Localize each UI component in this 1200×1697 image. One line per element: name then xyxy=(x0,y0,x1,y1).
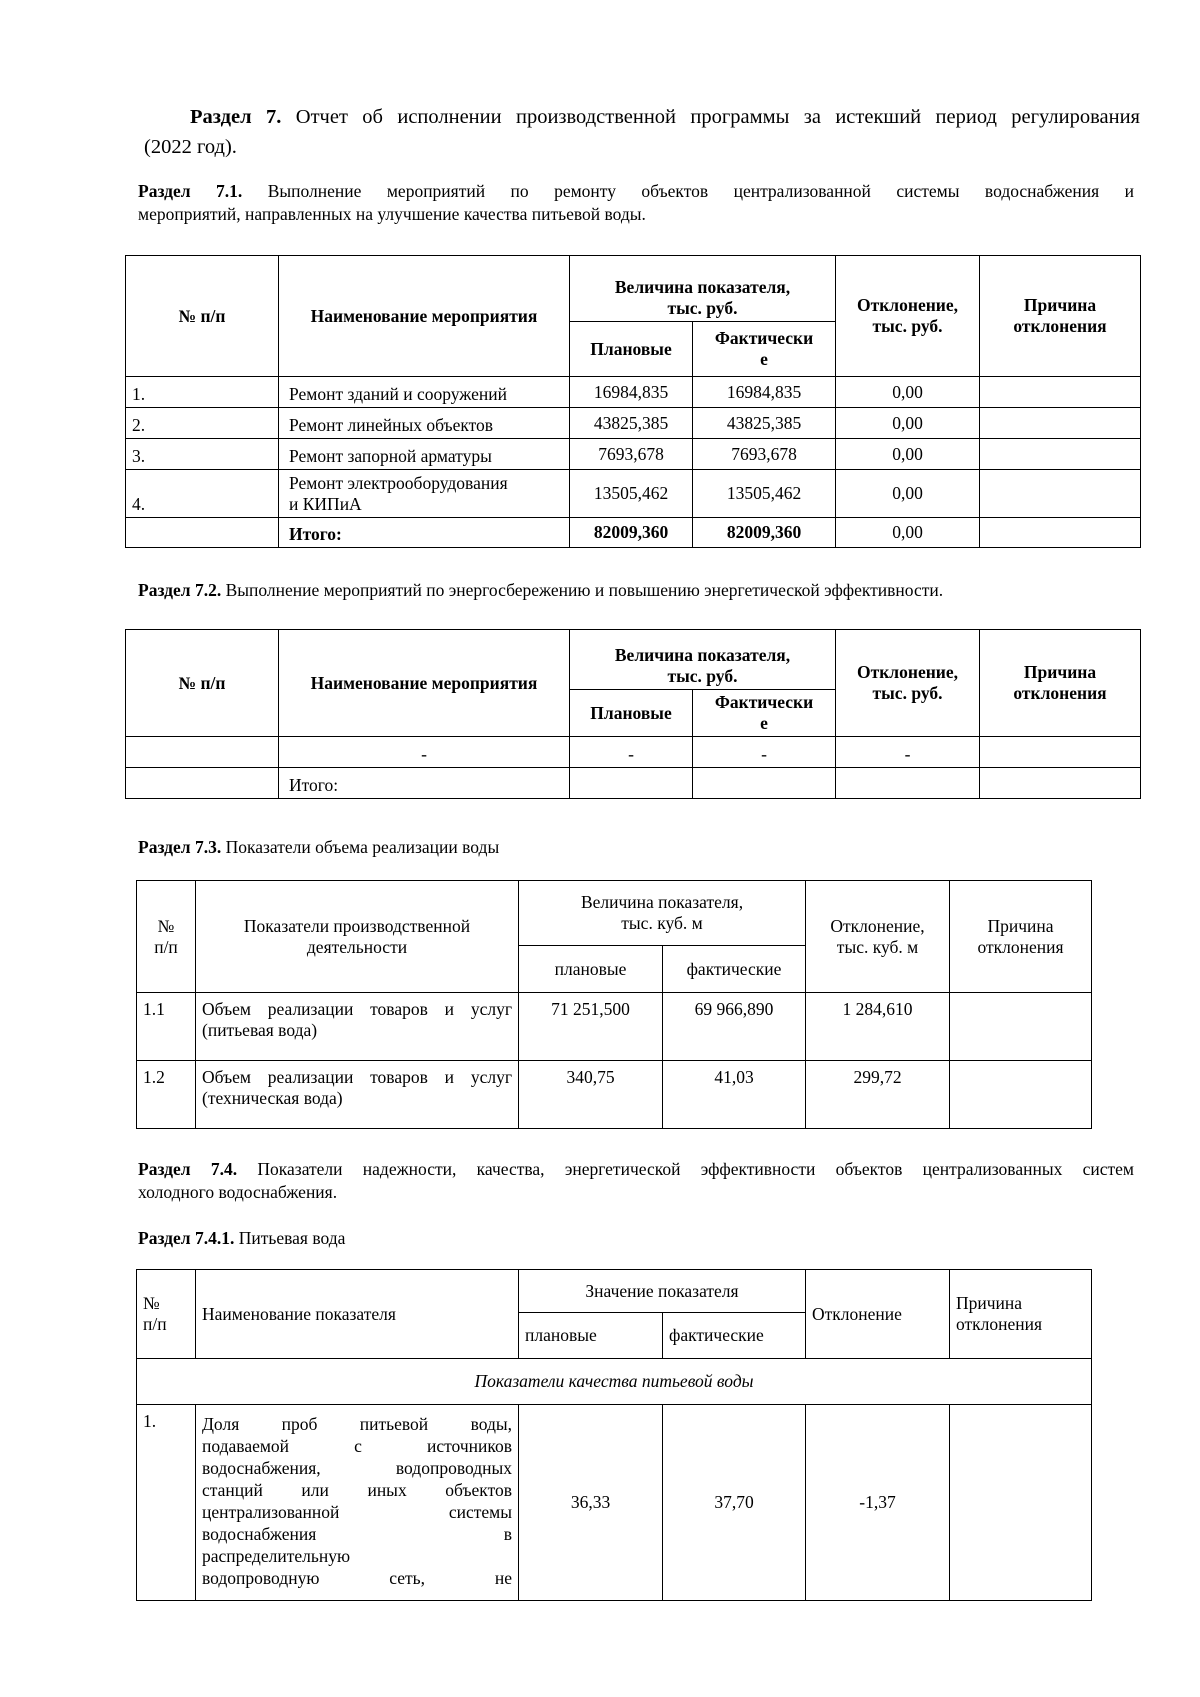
section-7-4-1-label: Раздел 7.4.1. xyxy=(138,1228,235,1248)
total-plan xyxy=(570,768,693,799)
col-header-name: Наименование показателя xyxy=(196,1270,519,1359)
row-plan: 36,33 xyxy=(519,1405,663,1601)
section-7-label: Раздел 7. xyxy=(190,106,282,128)
row-fact: - xyxy=(693,737,836,768)
table-7-1 xyxy=(125,255,1141,548)
col-header-reason: Причина отклонения xyxy=(980,256,1141,377)
table-7-3 xyxy=(136,880,1092,1129)
section-7-4-1-text: Питьевая вода xyxy=(238,1228,346,1248)
col-header-name: Наименование мероприятия xyxy=(279,630,570,737)
section-7-4-1-heading xyxy=(138,1227,1134,1250)
row-num: 4. xyxy=(126,470,279,518)
row-name: Ремонт зданий и сооружений xyxy=(279,377,570,408)
col-header-deviation: Отклонение xyxy=(806,1270,950,1359)
table-row xyxy=(137,993,1092,1061)
table-group-row xyxy=(137,1359,1092,1405)
col-header-plan: Плановые xyxy=(570,690,693,737)
col-header-name: Показатели производственной деятельности xyxy=(196,881,519,993)
total-num xyxy=(126,768,279,799)
row-name: Ремонт линейных объектов xyxy=(279,408,570,439)
row-fact: 37,70 xyxy=(663,1405,806,1601)
row-num: 1.2 xyxy=(137,1061,196,1129)
section-7-heading xyxy=(144,102,1140,162)
section-7-heading-line1 xyxy=(144,102,1140,132)
row-reason xyxy=(950,993,1092,1061)
table-7-4-1 xyxy=(136,1269,1092,1601)
section-7-3-label: Раздел 7.3. xyxy=(138,837,222,857)
col-header-num: № п/п xyxy=(126,256,279,377)
row-fact: 41,03 xyxy=(663,1061,806,1129)
col-header-fact: Фактически е xyxy=(693,322,836,377)
section-7-1-text-line2: мероприятий, направленных на улучшение качества питьевой воды. xyxy=(138,204,646,224)
col-header-reason: Причина отклонения xyxy=(950,881,1092,993)
col-header-reason: Причина отклонения xyxy=(980,630,1141,737)
row-reason xyxy=(950,1405,1092,1601)
section-7-1-heading xyxy=(138,180,1134,226)
table-row xyxy=(137,1405,1092,1601)
row-deviation: 0,00 xyxy=(836,377,980,408)
col-header-value: Величина показателя, тыс. куб. м xyxy=(519,881,806,946)
row-plan: 13505,462 xyxy=(570,470,693,518)
total-fact xyxy=(693,768,836,799)
row-deviation: 1 284,610 xyxy=(806,993,950,1061)
row-plan: 71 251,500 xyxy=(519,993,663,1061)
row-deviation: 0,00 xyxy=(836,408,980,439)
total-num xyxy=(126,518,279,548)
col-header-fact: фактические xyxy=(663,1313,806,1359)
section-7-4-label: Раздел 7.4. xyxy=(138,1159,238,1179)
table-row xyxy=(126,439,1141,470)
row-name: Объем реализации товаров и услуг (питьевая вода) xyxy=(196,993,519,1061)
row-num: 1.1 xyxy=(137,993,196,1061)
col-header-fact: Фактически е xyxy=(693,690,836,737)
section-7-4-heading xyxy=(138,1158,1134,1204)
total-deviation xyxy=(836,768,980,799)
row-plan: 43825,385 xyxy=(570,408,693,439)
total-plan: 82009,360 xyxy=(570,518,693,548)
section-7-4-text-line1: Показатели надежности, качества, энергетической эффективности объектов централизованных систем xyxy=(257,1159,1134,1179)
row-num: 2. xyxy=(126,408,279,439)
col-header-plan: плановые xyxy=(519,1313,663,1359)
section-7-2-label: Раздел 7.2. xyxy=(138,580,222,600)
col-header-num: № п/п xyxy=(126,630,279,737)
total-label: Итого: xyxy=(279,518,570,548)
row-deviation: 0,00 xyxy=(836,470,980,518)
row-num xyxy=(126,737,279,768)
row-fact: 16984,835 xyxy=(693,377,836,408)
col-header-num: № п/п xyxy=(137,881,196,993)
table-7-2 xyxy=(125,629,1141,799)
total-reason xyxy=(980,768,1141,799)
col-header-deviation: Отклонение, тыс. куб. м xyxy=(806,881,950,993)
row-reason xyxy=(980,408,1141,439)
col-header-deviation: Отклонение, тыс. руб. xyxy=(836,630,980,737)
row-deviation: -1,37 xyxy=(806,1405,950,1601)
row-plan: 7693,678 xyxy=(570,439,693,470)
table-row xyxy=(126,377,1141,408)
total-label: Итого: xyxy=(279,768,570,799)
row-deviation: 299,72 xyxy=(806,1061,950,1129)
section-7-3-heading xyxy=(138,836,1134,859)
row-fact: 7693,678 xyxy=(693,439,836,470)
row-deviation: - xyxy=(836,737,980,768)
section-7-4-text-line2: холодного водоснабжения. xyxy=(138,1182,338,1202)
col-header-reason: Причина отклонения xyxy=(950,1270,1092,1359)
row-fact: 43825,385 xyxy=(693,408,836,439)
col-header-num: № п/п xyxy=(137,1270,196,1359)
section-7-1-text-line1: Выполнение мероприятий по ремонту объектов централизованной системы водоснабжения и xyxy=(267,181,1134,201)
row-name: Доля проб питьевой воды, подаваемой с источников водоснабжения, водопроводных станций или иных объектов централизованной системы водоснабжения в распределительную водопроводную сеть, не xyxy=(196,1405,519,1601)
row-reason xyxy=(980,470,1141,518)
row-num: 3. xyxy=(126,439,279,470)
row-plan: 340,75 xyxy=(519,1061,663,1129)
col-header-value: Величина показателя, тыс. руб. xyxy=(570,630,836,690)
row-num: 1. xyxy=(126,377,279,408)
row-fact: 69 966,890 xyxy=(663,993,806,1061)
section-7-title: Отчет об исполнении производственной программы за истекший период регулирования xyxy=(295,106,1140,128)
table-row xyxy=(126,408,1141,439)
total-fact: 82009,360 xyxy=(693,518,836,548)
row-plan: 16984,835 xyxy=(570,377,693,408)
table-row xyxy=(126,737,1141,768)
table-row xyxy=(137,1061,1092,1129)
section-7-1-label: Раздел 7.1. xyxy=(138,181,243,201)
table-row xyxy=(126,470,1141,518)
row-plan: - xyxy=(570,737,693,768)
row-name: Ремонт запорной арматуры xyxy=(279,439,570,470)
group-quality-drinking-water: Показатели качества питьевой воды xyxy=(137,1359,1092,1405)
row-reason xyxy=(980,439,1141,470)
total-reason xyxy=(980,518,1141,548)
row-reason xyxy=(980,377,1141,408)
row-num: 1. xyxy=(137,1405,196,1601)
col-header-value: Величина показателя, тыс. руб. xyxy=(570,256,836,322)
row-fact: 13505,462 xyxy=(693,470,836,518)
row-name: Объем реализации товаров и услуг (техническая вода) xyxy=(196,1061,519,1129)
col-header-plan: плановые xyxy=(519,946,663,993)
col-header-deviation: Отклонение, тыс. руб. xyxy=(836,256,980,377)
row-reason xyxy=(950,1061,1092,1129)
row-name: - xyxy=(279,737,570,768)
col-header-fact: фактические xyxy=(663,946,806,993)
table-total-row xyxy=(126,518,1141,548)
section-7-period: (2022 год). xyxy=(144,136,237,158)
total-deviation: 0,00 xyxy=(836,518,980,548)
col-header-plan: Плановые xyxy=(570,322,693,377)
col-header-value: Значение показателя xyxy=(519,1270,806,1313)
row-reason xyxy=(980,737,1141,768)
section-7-2-text: Выполнение мероприятий по энергосбережению и повышению энергетической эффективности. xyxy=(225,580,944,600)
row-name: Ремонт электрооборудования и КИПиА xyxy=(279,470,570,518)
section-7-2-heading xyxy=(138,579,1134,602)
table-total-row xyxy=(126,768,1141,799)
col-header-name: Наименование мероприятия xyxy=(279,256,570,377)
row-deviation: 0,00 xyxy=(836,439,980,470)
section-7-3-text: Показатели объема реализации воды xyxy=(225,837,500,857)
